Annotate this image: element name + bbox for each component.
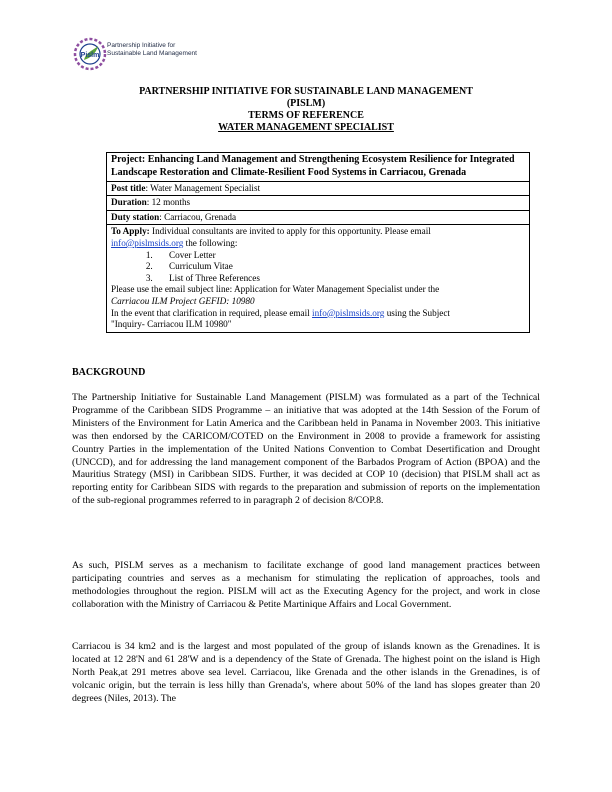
apply-paragraph bbox=[111, 226, 525, 249]
row-post-title bbox=[107, 181, 530, 196]
row-project bbox=[107, 153, 530, 182]
background-paragraph-1: The Partnership Initiative for Sustainable Land Management (PISLM) was formulated as a part of the Technical Programme of the Caribbean SIDS Programme – an initiative that was adopted at the 14th Session of the Forum of Ministers of the Environment for Latin America and the Caribbean held in Panama in November 2003. This initiative was then endorsed by the CARICOM/COTED on the Environment in 2008 to provide a framework for assisting Country Parties in the implementation of the United Nations Convention to Combat Desertification and Drought (UNCCD), and for addressing the land management component of the Barbados Program of Action (BPOA) and the Mauritius Strategy (MSI) in Caribbean SIDS. Further, it was decided at COP 10 (decision) that PISLM shall act as reporting entity for Caribbean SIDS with regards to the preparation and submission of reports on the implementation of the sub-regional programmes referred to in paragraph 2 of decision 8/COP.8. bbox=[72, 392, 540, 507]
post-title-label: Post title bbox=[111, 182, 146, 193]
duty-station-value: : Carriacou, Grenada bbox=[159, 211, 237, 222]
subject-line bbox=[111, 284, 525, 307]
terms-table bbox=[106, 152, 530, 333]
heading-line-3: TERMS OF REFERENCE bbox=[248, 110, 364, 121]
row-duration bbox=[107, 196, 530, 211]
apply-email-link[interactable]: info@pislmsids.org bbox=[111, 237, 184, 248]
duration-value: : 12 months bbox=[146, 197, 191, 208]
post-title-value: : Water Management Specialist bbox=[145, 182, 261, 193]
document-heading bbox=[0, 86, 612, 134]
documents-list bbox=[111, 250, 525, 285]
logo-mark-text: Pislm bbox=[80, 52, 100, 59]
document-item: 3. List of Three References bbox=[155, 273, 525, 285]
clarification-line bbox=[111, 308, 525, 331]
heading-line-4: WATER MANAGEMENT SPECIALIST bbox=[218, 122, 394, 133]
project-text: Enhancing Land Management and Strengthening Ecosystem Resilience for Integrated Landscape Restoration and Climate-Resilient Food Systems in Carriacou, Grenada bbox=[111, 154, 515, 178]
apply-label: To Apply: bbox=[111, 226, 150, 237]
project-label: Project: bbox=[111, 154, 146, 165]
document-item: 2. Curriculum Vitae bbox=[155, 261, 525, 273]
heading-line-2: (PISLM) bbox=[286, 98, 326, 109]
document-item: 1. Cover Letter bbox=[155, 250, 525, 262]
logo-line-2: Sustainable Land Management bbox=[107, 50, 197, 57]
apply-following: the following: bbox=[183, 237, 238, 248]
row-to-apply bbox=[107, 225, 530, 332]
row-duty-station bbox=[107, 210, 530, 225]
clarification-rest: using the Subject bbox=[384, 307, 450, 318]
background-title: BACKGROUND bbox=[72, 367, 146, 378]
clarification-email-link[interactable]: info@pislmsids.org bbox=[312, 307, 385, 318]
background-paragraph-2: As such, PISLM serves as a mechanism to facilitate exchange of good land management practices between participating countries and serves as a mechanism for stimulating the replication of approaches, tools and methodologies throughout the region. PISLM will act as the Executing Agency for the project, and work in close collaboration with the Ministry of Carriacou & Petite Martinique Affairs and Local Government. bbox=[72, 560, 540, 610]
clarification-text: In the event that clarification in required, please email bbox=[111, 307, 313, 318]
subject-project: Carriacou ILM Project GEFID: 10980 bbox=[111, 295, 255, 306]
inquiry-text: "Inquiry- Carriacou ILM 10980" bbox=[111, 319, 232, 330]
logo-line-1: Partnership Initiative for bbox=[107, 42, 176, 49]
logo-text bbox=[107, 42, 197, 58]
background-paragraph-3: Carriacou is 34 km2 and is the largest and most populated of the group of islands known as the Grenadines. It is located at 12 28'N and 61 28'W and is a dependency of the State of Grenada. The highest point on the island is High North Peak,at 291 metres above sea level. Carriacou, like Grenada and the other islands in the Grenadines, is of volcanic origin, but the terrain is less hilly than Grenada's, where about 50% of the land has slopes greater than 20 degrees (Niles, 2013). The bbox=[72, 641, 540, 704]
apply-text: Individual consultants are invited to apply for this opportunity. Please email bbox=[152, 226, 431, 237]
duty-station-label: Duty station bbox=[111, 211, 160, 222]
duration-label: Duration bbox=[111, 197, 147, 208]
subject-text: Please use the email subject line: Application for Water Management Specialist under the bbox=[111, 284, 440, 295]
heading-line-1: PARTNERSHIP INITIATIVE FOR SUSTAINABLE LAND MANAGEMENT bbox=[139, 86, 473, 97]
